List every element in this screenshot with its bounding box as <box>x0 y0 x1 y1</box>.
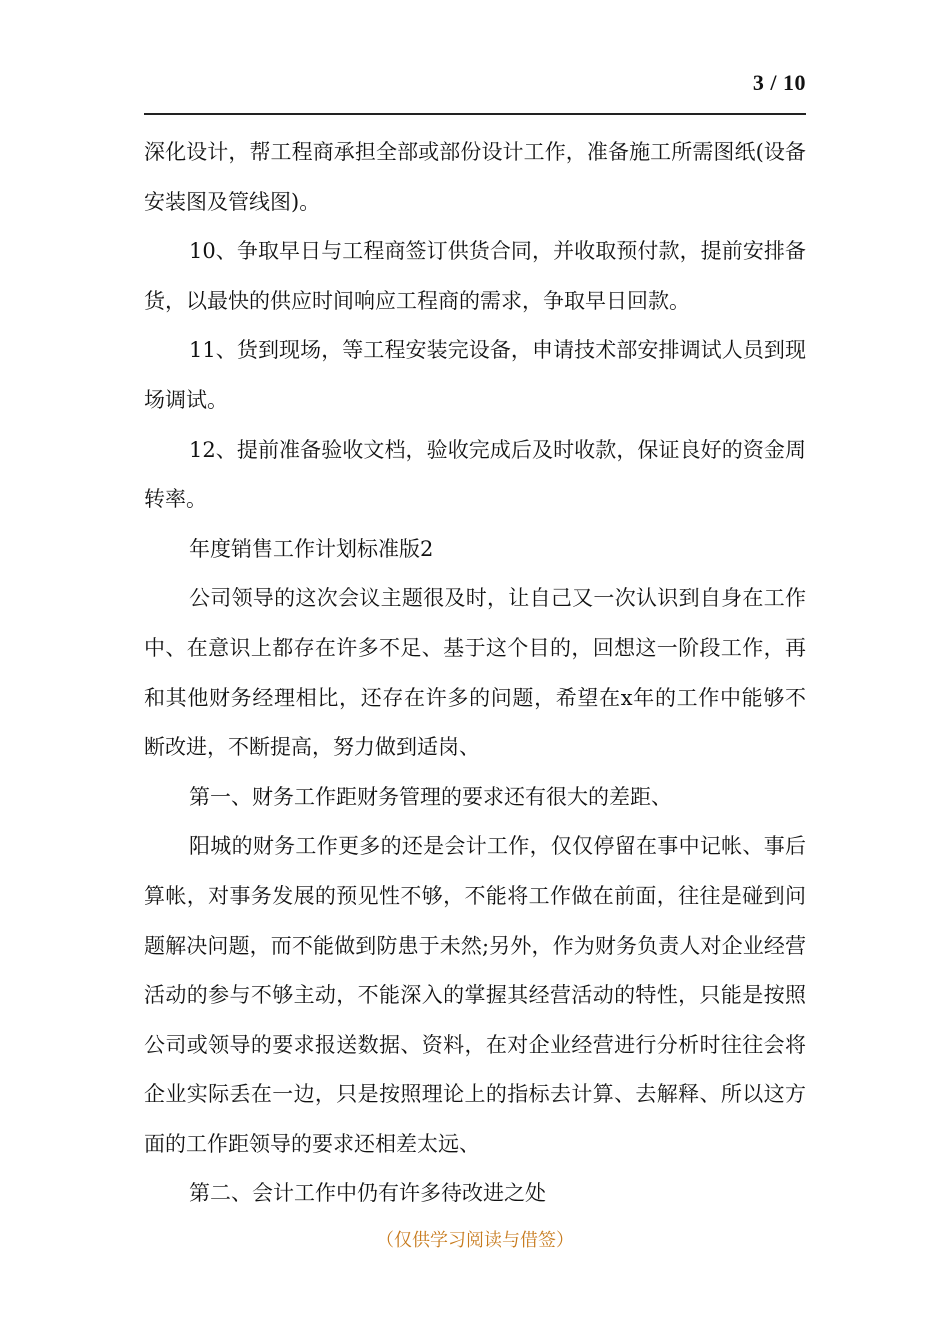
header-divider <box>144 113 806 115</box>
paragraph-item-11: 11、货到现场，等工程安装完设备，申请技术部安排调试人员到现场调试。 <box>144 338 806 412</box>
point-one-heading: 第一、财务工作距财务管理的要求还有很大的差距、 <box>189 784 672 809</box>
paragraph-item-12: 12、提前准备验收文档，验收完成后及时收款，保证良好的资金周转率。 <box>144 437 806 512</box>
paragraph-intro: 公司领导的这次会议主题很及时，让自己又一次认识到自身在工作中、在意识上都存在许多不足、基于这个目的，回想这一阶段工作，再和其他财务经理相比，还存在许多的问题，希望在x年的工作中能够不断改进，不断提高，努力做到适岗、 <box>144 586 806 760</box>
page-number: 3 / 10 <box>752 70 806 95</box>
point-two-heading: 第二、会计工作中仍有许多待改进之处 <box>189 1181 546 1206</box>
paragraph-item-10: 10、争取早日与工程商签订供货合同，并收取预付款，提前安排备货，以最快的供应时间响应工程商的需求，争取早日回款。 <box>144 239 806 313</box>
section-heading: 年度销售工作计划标准版2 <box>189 536 434 561</box>
point-one-body: 阳城的财务工作更多的还是会计工作，仅仅停留在事中记帐、事后算帐，对事务发展的预见性不够，不能将工作做在前面，往往是碰到问题解决问题，而不能做到防患于未然;另外，作为财务负责人对企业经营活动的参与不够主动，不能深入的掌握其经营活动的特性，只能是按照公司或领导的要求报送数据、资料，在对企业经营进行分析时往往会将企业实际丢在一边，只是按照理论上的指标去计算、去解释、所以这方面的工作距领导的要求还相差太远、 <box>144 834 806 1156</box>
document-body <box>144 128 806 1219</box>
footer-disclaimer: （仅供学习阅读与借签） <box>376 1230 574 1251</box>
paragraph-continuation: 深化设计，帮工程商承担全部或部份设计工作，准备施工所需图纸(设备安装图及管线图)。 <box>144 140 806 214</box>
